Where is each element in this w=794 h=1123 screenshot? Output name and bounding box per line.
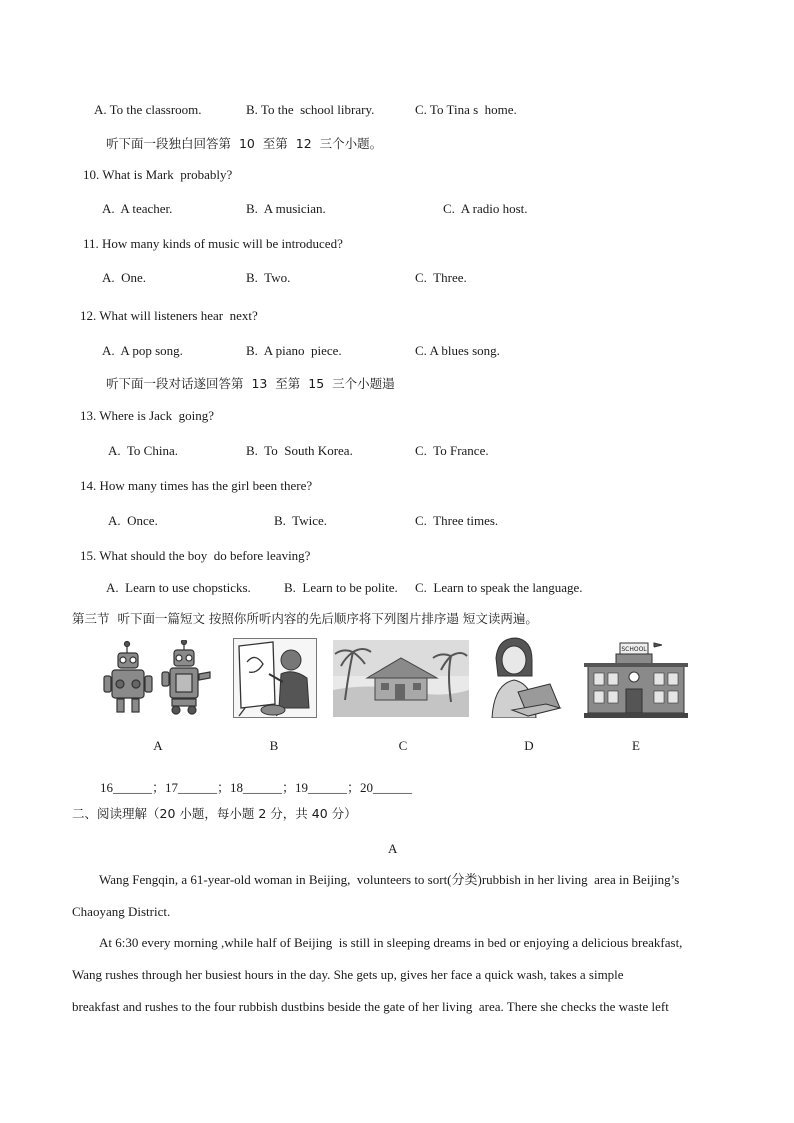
q15-option-c: C. Learn to speak the language. — [415, 580, 583, 595]
part2-title: 二、阅读理解（20 小题，每小题 2 分，共 40 分） — [72, 806, 357, 821]
q13-option-c: C. To France. — [415, 443, 489, 458]
q11-option-a: A. One. — [102, 270, 147, 285]
q10-stem: 10. What is Mark probably? — [83, 167, 233, 182]
q12-option-c: C. A blues song. — [415, 343, 500, 358]
q10-option-b: B. A musician. — [246, 201, 326, 216]
q9-option-c: C. To Tina s home. — [415, 102, 517, 117]
q15-stem: 15. What should the boy do before leaving? — [80, 548, 311, 563]
laptop-picture — [488, 636, 562, 718]
q11-stem: 11. How many kinds of music will be introduced? — [83, 236, 343, 251]
q14-option-b: B. Twice. — [274, 513, 328, 528]
picture-label-e: E — [632, 738, 640, 753]
monologue-instruction: 听下面一段独白回答第 10 至第 12 三个小题。 — [106, 136, 383, 151]
q15-option-a: A. Learn to use chopsticks. — [106, 580, 251, 595]
passage-label: A — [388, 841, 398, 856]
picture-label-a: A — [153, 738, 163, 753]
dialogue-instruction: 听下面一段对话遂回答第 13 至第 15 三个小题遢 — [106, 376, 395, 391]
robots-picture — [102, 640, 212, 718]
q10-option-c: C. A radio host. — [443, 201, 528, 216]
q14-option-c: C. Three times. — [415, 513, 499, 528]
answer-blanks: 16______；17______；18______；19______；20______ — [100, 780, 412, 795]
q11-option-b: B. Two. — [246, 270, 291, 285]
passage-p1-line2: Chaoyang District. — [72, 904, 171, 919]
q9-option-b: B. To the school library. — [246, 102, 375, 117]
passage-p2-line3: breakfast and rushes to the four rubbish dustbins beside the gate of her living area. There she checks the waste left — [72, 999, 669, 1014]
q14-option-a: A. Once. — [108, 513, 158, 528]
q13-option-b: B. To South Korea. — [246, 443, 353, 458]
painting-picture — [233, 638, 317, 718]
picture-label-c: C — [398, 738, 408, 753]
picture-label-d: D — [524, 738, 534, 753]
q10-option-a: A. A teacher. — [102, 201, 173, 216]
beach-picture — [333, 640, 469, 717]
q12-stem: 12. What will listeners hear next? — [80, 308, 258, 323]
q14-stem: 14. How many times has the girl been there? — [80, 478, 313, 493]
section3-instruction: 第三节 听下面一篇短文 按照你所听内容的先后顺序将下列图片排序遢 短文读两遍。 — [72, 611, 538, 626]
picture-label-b: B — [269, 738, 279, 753]
q12-option-a: A. A pop song. — [102, 343, 183, 358]
q12-option-b: B. A piano piece. — [246, 343, 342, 358]
q13-option-a: A. To China. — [108, 443, 178, 458]
school-sign-text: SCHOOL — [621, 646, 647, 653]
passage-p2-line1: At 6:30 every morning ,while half of Beijing is still in sleeping dreams in bed or enjoying a delicious breakfast, — [99, 935, 683, 950]
passage-p1-line1: Wang Fengqin, a 61-year-old woman in Beijing, volunteers to sort(分类)rubbish in her living area in Beijing’s — [99, 872, 680, 887]
q15-option-b: B. Learn to be polite. — [284, 580, 398, 595]
q9-option-a: A. To the classroom. — [94, 102, 202, 117]
q11-option-c: C. Three. — [415, 270, 467, 285]
school-picture — [584, 641, 688, 719]
passage-p2-line2: Wang rushes through her busiest hours in the day. She gets up, gives her face a quick wash, takes a simple — [72, 967, 624, 982]
q13-stem: 13. Where is Jack going? — [80, 408, 215, 423]
